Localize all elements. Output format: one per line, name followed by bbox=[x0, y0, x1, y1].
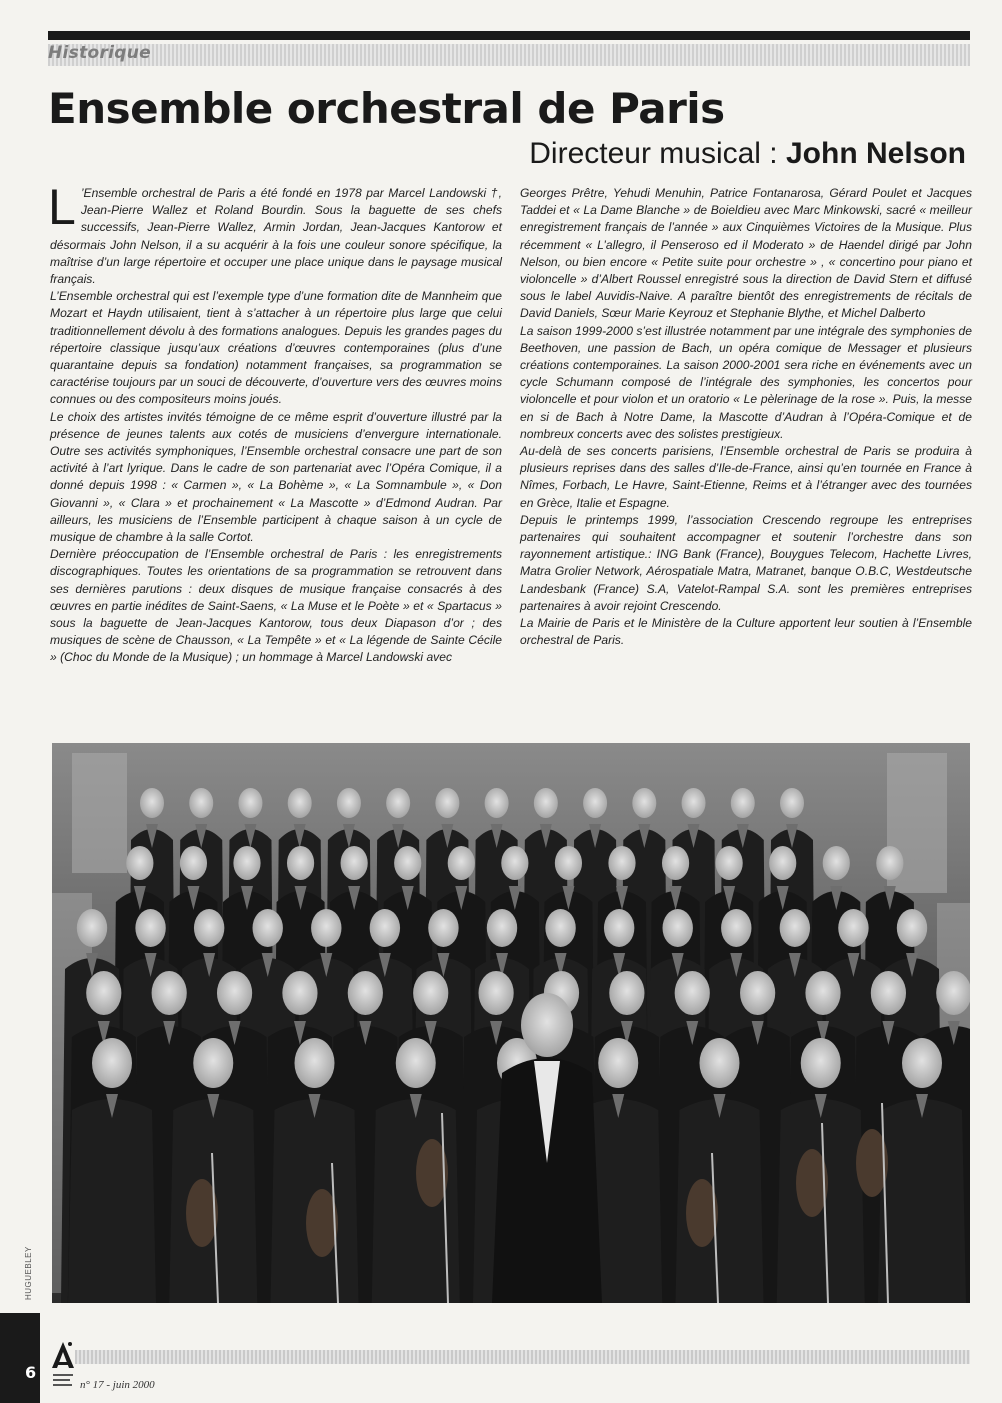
musician-face bbox=[805, 971, 840, 1015]
musician-face bbox=[337, 788, 361, 818]
musician-face bbox=[233, 846, 260, 880]
musician-face bbox=[428, 909, 458, 947]
musician-face bbox=[823, 846, 850, 880]
musician-face bbox=[583, 788, 607, 818]
article-column-right bbox=[520, 185, 972, 649]
musician-face bbox=[700, 1038, 740, 1088]
musician-face bbox=[608, 846, 635, 880]
musician-face bbox=[448, 846, 475, 880]
musician-face bbox=[769, 846, 796, 880]
musician-face bbox=[632, 788, 656, 818]
issue-info: n° 17 - juin 2000 bbox=[80, 1379, 155, 1391]
paragraph: La Mairie de Paris et le Ministère de la Culture apportent leur soutien à l’Ensemble orchestral de Paris. bbox=[520, 616, 972, 648]
musician-face bbox=[716, 846, 743, 880]
musician-face bbox=[662, 846, 689, 880]
musician-face bbox=[282, 971, 317, 1015]
paragraph: La saison 1999-2000 s’est illustrée notamment par une intégrale des symphonies de Beethoven, une passion de Bach, un opéra comique de Messager et plusieurs créations contemporaines. La saison 2000-2001 sera riche en événements avec un cycle Schumann composé de l’intégrale des symphonies, les concertos pour violoncelle et pour violon et un oratorio « Le pèlerinage de la rose ». Puis, la messe en si de Bach à Notre Dame, la Mascotte d’Audran à l’Opéra-Comique et de nombreux concerts avec des solistes prestigieux. bbox=[520, 323, 972, 441]
musician-face bbox=[77, 909, 107, 947]
paragraph: Georges Prêtre, Yehudi Menuhin, Patrice Fontanarosa, Gérard Poulet et Jacques Taddei et « La Dame Blanche » de Boieldieu avec Marc Minkowski, sacré « meilleur enregistrement français de l’année » aux Cinquièmes Victoires de la Musique. Plus récemment « L’allegro, il Penseroso ed il Moderato » de Haendel dirigé par John Nelson, ou bien encore « Petite suite pour orchestre » , « concertino pour piano et violoncelle » d’Albert Roussel enregistré sous la direction de David Stern et diffusé sous le label Auvidis-Naive. A paraître bientôt des enregistrements de récitals de David Daniels, Sœur Marie Keyrouz et Stephanie Blythe, et Michel Dalberto bbox=[520, 186, 972, 321]
musician-face bbox=[721, 909, 751, 947]
musician-face bbox=[501, 846, 528, 880]
page-number: 6 bbox=[25, 1363, 37, 1382]
musician-face bbox=[609, 971, 644, 1015]
orchestra-group-photo bbox=[52, 743, 970, 1303]
musician-face bbox=[663, 909, 693, 947]
musician-face bbox=[189, 788, 213, 818]
paragraph: Dernière préoccupation de l’Ensemble orchestral de Paris : les enregistrements discographiques. Toutes les orientations de sa programmation se retrouvent dans ses dernières parutions : deux disques de musique française consacrés à des œuvres en partie inédites de Saint-Saens, « La Muse et le Poète » et « Spartacus » sous la baguette de Jean-Jacques Kantorow, tous deux Diapason d’or ; des musiques de scène de Chausson, « La Tempête » et « La légende de Sainte Cécile » (Choc du Monde de la Musique) ; un hommage à Marcel Landowski avec bbox=[50, 547, 502, 665]
musician-face bbox=[86, 971, 121, 1015]
musician-face bbox=[295, 1038, 335, 1088]
musician-face bbox=[341, 846, 368, 880]
conductor-name: John Nelson bbox=[785, 137, 966, 170]
musician-face bbox=[838, 909, 868, 947]
section-label: Historique bbox=[48, 43, 151, 63]
subtitle-prefix: Directeur musical : bbox=[529, 137, 786, 170]
musician-face bbox=[348, 971, 383, 1015]
musician-face bbox=[682, 788, 706, 818]
musician-face bbox=[435, 788, 459, 818]
musician-face bbox=[740, 971, 775, 1015]
musician-face bbox=[394, 846, 421, 880]
musician-face bbox=[555, 846, 582, 880]
musician-face bbox=[902, 1038, 942, 1088]
musician-face bbox=[396, 1038, 436, 1088]
musician-face bbox=[126, 846, 153, 880]
musician-face bbox=[876, 846, 903, 880]
musician-face bbox=[780, 909, 810, 947]
orchestra-logo-icon bbox=[50, 1338, 76, 1394]
musician-face bbox=[193, 1038, 233, 1088]
musician-face bbox=[413, 971, 448, 1015]
musician-face bbox=[217, 971, 252, 1015]
musician-face bbox=[801, 1038, 841, 1088]
musician-face bbox=[485, 788, 509, 818]
drop-cap: L bbox=[48, 179, 76, 235]
conductor-face bbox=[521, 993, 573, 1057]
musician-face bbox=[936, 971, 970, 1015]
photo-illustration bbox=[52, 743, 970, 1303]
musician-face bbox=[897, 909, 927, 947]
musician-face bbox=[871, 971, 906, 1015]
article-column-left bbox=[48, 179, 502, 667]
paragraph bbox=[48, 179, 502, 288]
musician-face bbox=[604, 909, 634, 947]
musician-face bbox=[238, 788, 262, 818]
musician-face bbox=[135, 909, 165, 947]
musician-face bbox=[479, 971, 514, 1015]
musician-face bbox=[288, 788, 312, 818]
musician-body bbox=[878, 1099, 966, 1303]
musician-face bbox=[180, 846, 207, 880]
musician-body bbox=[68, 1099, 156, 1303]
musician-face bbox=[534, 788, 558, 818]
musician-face bbox=[487, 909, 517, 947]
paragraph: Au-delà de ses concerts parisiens, l’Ensemble orchestral de Paris se produira à plusieurs reprises dans des salles d’Ile-de-France, ainsi qu’en tournée en France à Nîmes, Forbach, Le Havre, Saint-Etienne, Reims et à l’étranger avec des tournées en Grèce, Italie et Espagne. bbox=[520, 444, 972, 510]
paragraph: L’Ensemble orchestral qui est l’exemple type d’une formation dite de Mannheim que Mozart et Haydn utilisaient, tient à s’attacher à un répertoire plus large que celui traditionnellement dévolu à des formations analogues. Depuis les grandes pages du répertoire classique jusqu’aux créations d’œuvres contemporaines (plus d’une quarantaine depuis sa fondation) notamment françaises, sa programmation se caractérise toujours par un souci de découverte, d’ouverture vers des œuvres moins connues ou des compositeurs moins joués. bbox=[50, 289, 502, 407]
musicians-group bbox=[61, 788, 970, 1303]
paragraph-text: ’Ensemble orchestral de Paris a été fondé en 1978 par Marcel Landowski †, Jean-Pierre Wallez et Roland Bourdin. Sous la baguette de ses chefs successifs, Jean-Pierre Wallez, Armin Jordan, Jean-Jacques Kantorow et désormais John Nelson, il a su acquérir à la fois une couleur sonore spécifique, la maîtrise d’un large répertoire et occuper une place unique dans le paysage musical français. bbox=[50, 186, 502, 287]
page-number-strip bbox=[0, 1313, 40, 1403]
top-rule bbox=[48, 31, 970, 40]
footer-band bbox=[75, 1350, 970, 1364]
musician-face bbox=[194, 909, 224, 947]
musician-face bbox=[370, 909, 400, 947]
paragraph: Depuis le printemps 1999, l’association Crescendo regroupe les entreprises partenaires qui souhaitent accompagner et soutenir l’orchestre dans son rayonnement artistique.: ING Bank (France), Bouygues Telecom, Hachette Livres, Matra Grolier Network, Aérospatiale Matra, Matranet, banque O.B.C, Westdeutsche Landesbank (France) S.A, Vatelot-Rampal S.A. sont les premières entreprises partenaires à avoir rejoint Crescendo. bbox=[520, 512, 972, 613]
musician-face bbox=[311, 909, 341, 947]
musician-face bbox=[140, 788, 164, 818]
musician-face bbox=[253, 909, 283, 947]
musician-face bbox=[545, 909, 575, 947]
musician-face bbox=[92, 1038, 132, 1088]
musician-face bbox=[598, 1038, 638, 1088]
article-title: Ensemble orchestral de Paris bbox=[48, 84, 725, 133]
section-header-band bbox=[48, 44, 970, 66]
musician-face bbox=[152, 971, 187, 1015]
photo-credit: HUGUEBLEY bbox=[24, 1246, 33, 1300]
musician-face bbox=[780, 788, 804, 818]
article-subtitle bbox=[529, 137, 966, 171]
musician-face bbox=[287, 846, 314, 880]
musician-face bbox=[675, 971, 710, 1015]
musician-face bbox=[386, 788, 410, 818]
paragraph: Le choix des artistes invités témoigne de ce même esprit d’ouverture illustré par la présence de jeunes talents aux cotés de musiciens d’envergure internationale. Outre ses activités symphoniques, l’Ensemble orchestral consacre une part de son activité à l’art lyrique. Dans le cadre de son partenariat avec l’Opéra Comique, il a donné depuis 1998 : « Carmen », « La Bohème », « La Somnambule », « Don Giovanni », « Clara » et prochainement « La Mascotte » d’Edmond Audran. Par ailleurs, les musiciens de l’Ensemble participent à chaque saison à un cycle de musique de chambre à la salle Cortot. bbox=[50, 409, 502, 545]
musician-face bbox=[731, 788, 755, 818]
